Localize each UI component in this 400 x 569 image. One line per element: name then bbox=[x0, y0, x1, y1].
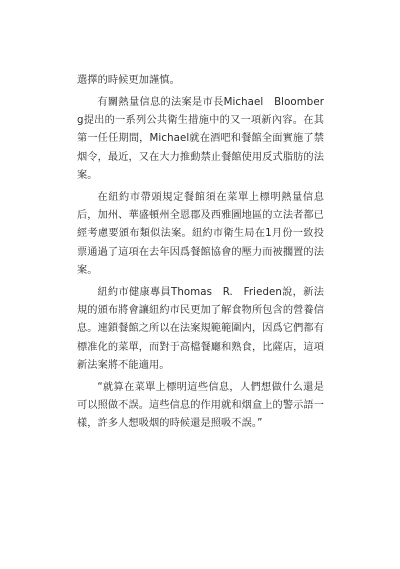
paragraph-continuation: 選擇的時候更加謹慎。 bbox=[77, 75, 180, 86]
paragraph-bloomberg-measures: 有關熱量信息的法案是市長Michael Bloomberg提出的一系列公共衛生措施中的又一項新內容。在其第一任任期間，Michael就在酒吧和餐館全面實施了禁烟令，最近，又在大力推動禁止餐館使用反式脂肪的法案。 bbox=[77, 96, 324, 181]
paragraph-frieden-statement: 紐約市健康專員Thomas R. Frieden說，新法規的頒布將會讓紐約市民更加了解食物所包含的營養信息。連鎖餐館之所以在法案規範範圍内，因爲它們都有標准化的菜單，而對于高檔餐廳和熟食，比薩店，這項新法案將不能適用。 bbox=[77, 286, 324, 371]
paragraph-other-states: 在紐約市帶頭規定餐館須在菜單上標明熱量信息后，加州、華盛頓州全恩郡及西雅圖地區的立法者都已經考慮要頒布類似法案。紐約市衛生局在1月份一致投票通過了這項在去年因爲餐館協會的壓力而被擱置的法案。 bbox=[77, 191, 324, 276]
paragraph-quote: “就算在菜單上標明這些信息，人們想做什么還是可以照做不誤。這些信息的作用就和烟盒上的警示語一樣，許多人想吸烟的時候還是照吸不誤。” bbox=[77, 381, 324, 430]
article-body bbox=[77, 72, 324, 437]
